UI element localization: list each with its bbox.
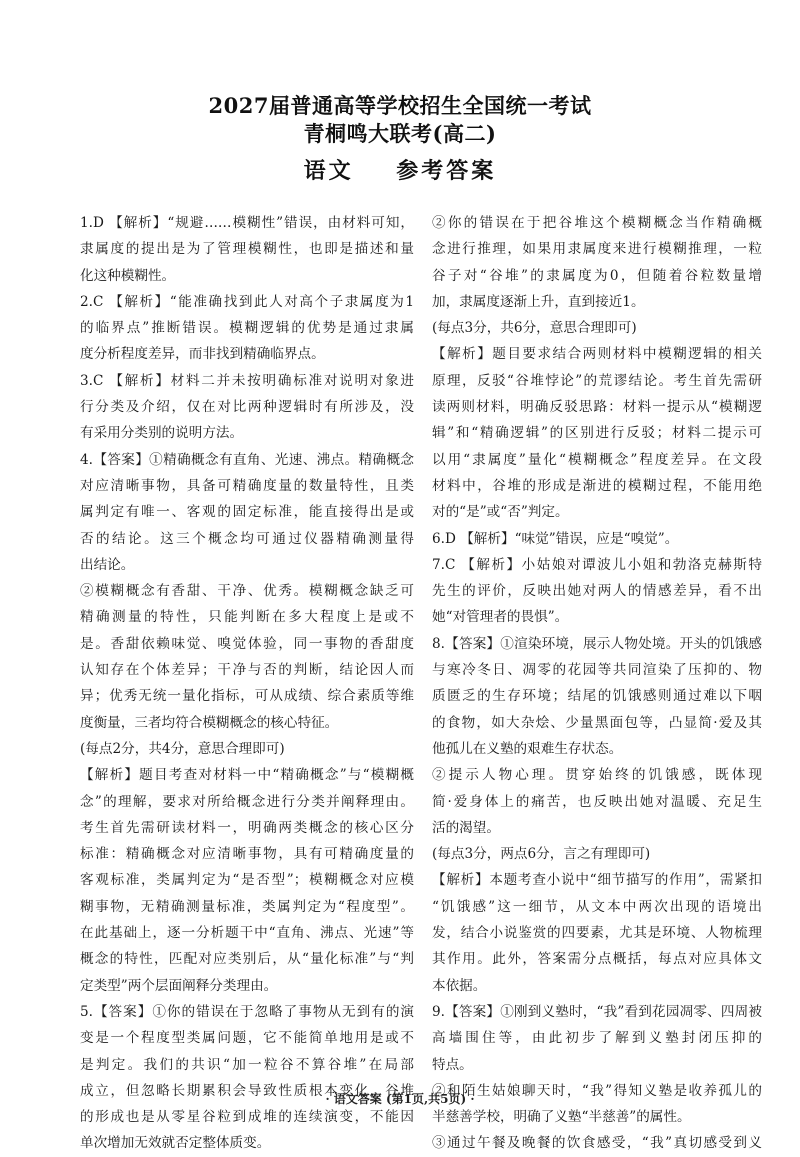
text-line: ②和陌生姑娘聊天时，“我”得知义塾是收养孤儿的	[432, 1082, 762, 1099]
text-line: 定类型”两个层面阐释分类理由。	[80, 977, 278, 994]
text-line: (每点2分，共4分，意思合理即可)	[80, 740, 285, 757]
left-column	[80, 210, 414, 1157]
text-line: 对的“是”或“否”判定。	[432, 504, 569, 521]
text-line: (每点3分，共6分，意思合理即可)	[432, 320, 637, 337]
text-line: 认知存在个体差异；干净与否的判断，结论因人而	[80, 662, 414, 679]
text-line: 发，结合小说鉴赏的四要素，尤其是环境、人物梳理	[432, 925, 762, 942]
text-line: 异；优秀无统一量化指标，可从成绩、综合素质等维	[80, 688, 414, 705]
text-line: 精确测量的特性，只能判断在多大程度上是或不	[80, 609, 414, 626]
text-line: 谷子对“谷堆”的隶属度为0，但随着谷粒数量增	[432, 267, 762, 284]
text-line: 6.D 【解析】“味觉”错误，应是“嗅觉”。	[432, 530, 679, 547]
text-line: 原理，反驳“谷堆悖论”的荒谬结论。考生首先需研	[432, 372, 762, 389]
text-line: 单次增加无效就否定整体质变。	[80, 1135, 271, 1152]
text-line: 加，隶属度逐渐上升，直到接近1。	[432, 293, 645, 310]
text-line: 度衡量，三者均符合模糊概念的核心特征。	[80, 714, 339, 731]
text-line: 活的渴望。	[432, 819, 500, 836]
text-line: “饥饿感”这一细节，从文本中两次出现的语境出	[432, 898, 762, 915]
text-line: ②你的错误在于把谷堆这个模糊概念当作精确概	[432, 215, 762, 231]
text-line: 的食物，如大杂烩、少量黑面包等，凸显简·爱及其	[432, 714, 762, 731]
text-line: 读两则材料，明确反驳思路：材料一提示从“模糊逻	[432, 399, 762, 416]
document-title: 语文 参考答案	[303, 158, 497, 184]
text-line: 4.【答案】①精确概念有直角、光速、沸点。精确概念	[80, 451, 414, 468]
right-column	[432, 210, 762, 1157]
text-line: 特点。	[432, 1056, 473, 1073]
text-line: 1.D 【解析】“规避……模糊性”错误，由材料可知，	[80, 215, 414, 231]
page-footer: · 语文答案 (第1页,共5页) ·	[325, 1092, 475, 1106]
text-line: 他孤儿在义塾的艰难生存状态。	[432, 740, 623, 757]
text-line: 半慈善学校，明确了义塾“半慈善”的属性。	[432, 1109, 691, 1126]
text-line: 有采用分类别的说明方法。	[80, 425, 244, 442]
text-line: 【解析】题目考查对材料一中“精确概念”与“模糊概	[80, 767, 414, 784]
text-line: 9.【答案】①刚到义塾时，“我”看到花园凋零、四周被	[432, 1003, 762, 1020]
text-line: 念进行推理，如果用隶属度来进行模糊推理，一粒	[432, 241, 762, 258]
text-line: 2.C 【解析】“能准确找到此人对高个子隶属度为1	[80, 293, 414, 310]
text-line: 她“对管理者的畏惧”。	[432, 609, 569, 626]
text-line: 是判定。我们的共识“加一粒谷不算谷堆”在局部	[80, 1056, 414, 1073]
text-line: 高墙围住等，由此初步了解到义塾封闭压抑的	[432, 1030, 762, 1047]
exam-subtitle: 青桐鸣大联考(高二)	[303, 121, 497, 146]
text-line: 材料中，谷堆的形成是渐进的模糊过程，不能用绝	[432, 477, 762, 494]
text-line: 否的结论。这三个概念均可通过仪器精确测量得	[80, 530, 414, 547]
text-line: 属判定有唯一、客观的固定标准，能直接得出是或	[80, 504, 414, 521]
text-line: 考生首先需研读材料一，明确两类概念的核心区分	[80, 819, 414, 836]
text-line: 简·爱身体上的痛苦，也反映出她对温暖、充足生	[432, 793, 762, 810]
text-line: 出结论。	[80, 556, 135, 573]
text-line: 质匮乏的生存环境；结尾的饥饿感则通过难以下咽	[432, 688, 762, 705]
text-line: 8.【答案】①渲染环境，展示人物处境。开头的饥饿感	[432, 635, 762, 652]
text-line: 对应清晰事物，具备可精确度量的数量特性，且类	[80, 477, 414, 494]
text-line: ③通过午餐及晚餐的饮食感受，“我”真切感受到义	[432, 1135, 762, 1152]
text-line: 标准：精确概念对应清晰事物，具有可精确度量的	[80, 846, 414, 863]
text-line: 【解析】题目要求结合两则材料中模糊逻辑的相关	[432, 346, 762, 363]
text-line: 是。香甜依赖味觉、嗅觉体验，同一事物的香甜度	[80, 635, 414, 652]
exam-title: 2027届普通高等学校招生全国统一考试	[208, 93, 592, 118]
text-line: 先生的评价，反映出她对两人的情感差异，看不出	[432, 583, 762, 600]
text-line: (每点3分，两点6分，言之有理即可)	[432, 846, 651, 863]
text-line: 其作用。此外，答案需分点概括，每点对应具体文	[432, 951, 762, 968]
text-line: 化这种模糊性。	[80, 267, 176, 284]
text-line: 变是一个程度型类属问题，它不能简单地用是或不	[80, 1030, 414, 1047]
text-line: 隶属度的提出是为了管理模糊性，也即是描述和量	[80, 241, 414, 258]
text-line: 糊事物，无精确测量标准，类属判定为“程度型”。	[80, 898, 414, 915]
text-line: 与寒冷冬日、凋零的花园等共同渲染了压抑的、物	[432, 662, 762, 679]
text-line: ②模糊概念有香甜、干净、优秀。模糊概念缺乏可	[80, 583, 414, 600]
text-line: 在此基础上，逐一分析题干中“直角、沸点、光速”等	[80, 925, 414, 942]
text-line: 7.C 【解析】小姑娘对谭波儿小姐和勃洛克赫斯特	[432, 556, 762, 573]
text-line: ②提示人物心理。贯穿始终的饥饿感，既体现	[432, 767, 762, 784]
text-line: 概念的特性，匹配对应类别后，从“量化标准”与“判	[80, 951, 414, 968]
text-line: 客观标准，类属判定为“是否型”；模糊概念对应模	[80, 872, 414, 889]
text-line: 本依据。	[432, 977, 487, 994]
text-line: 行分类及介绍，仅在对比两种逻辑时有所涉及，没	[80, 399, 414, 416]
text-line: 成立，但忽略长期累积会导致性质根本变化，谷堆	[80, 1082, 414, 1099]
text-line: 【解析】本题考查小说中“细节描写的作用”，需紧扣	[432, 872, 762, 889]
text-line: 的临界点”推断错误。模糊逻辑的优势是通过隶属	[80, 320, 414, 337]
text-line: 的形成也是从零星谷粒到成堆的连续演变，不能因	[80, 1109, 414, 1126]
text-line: 度分析程度差异，而非找到精确临界点。	[80, 346, 325, 363]
text-line: 5.【答案】①你的错误在于忽略了事物从无到有的演	[80, 1003, 414, 1020]
text-line: 3.C 【解析】材料二并未按明确标准对说明对象进	[80, 372, 414, 389]
text-line: 辑”和“精确逻辑”的区别进行反驳；材料二提示可	[432, 425, 762, 442]
text-line: 念”的理解，要求对所给概念进行分类并阐释理由。	[80, 793, 414, 810]
text-line: 以用“隶属度”量化“模糊概念”程度差异。在文段	[432, 451, 762, 468]
